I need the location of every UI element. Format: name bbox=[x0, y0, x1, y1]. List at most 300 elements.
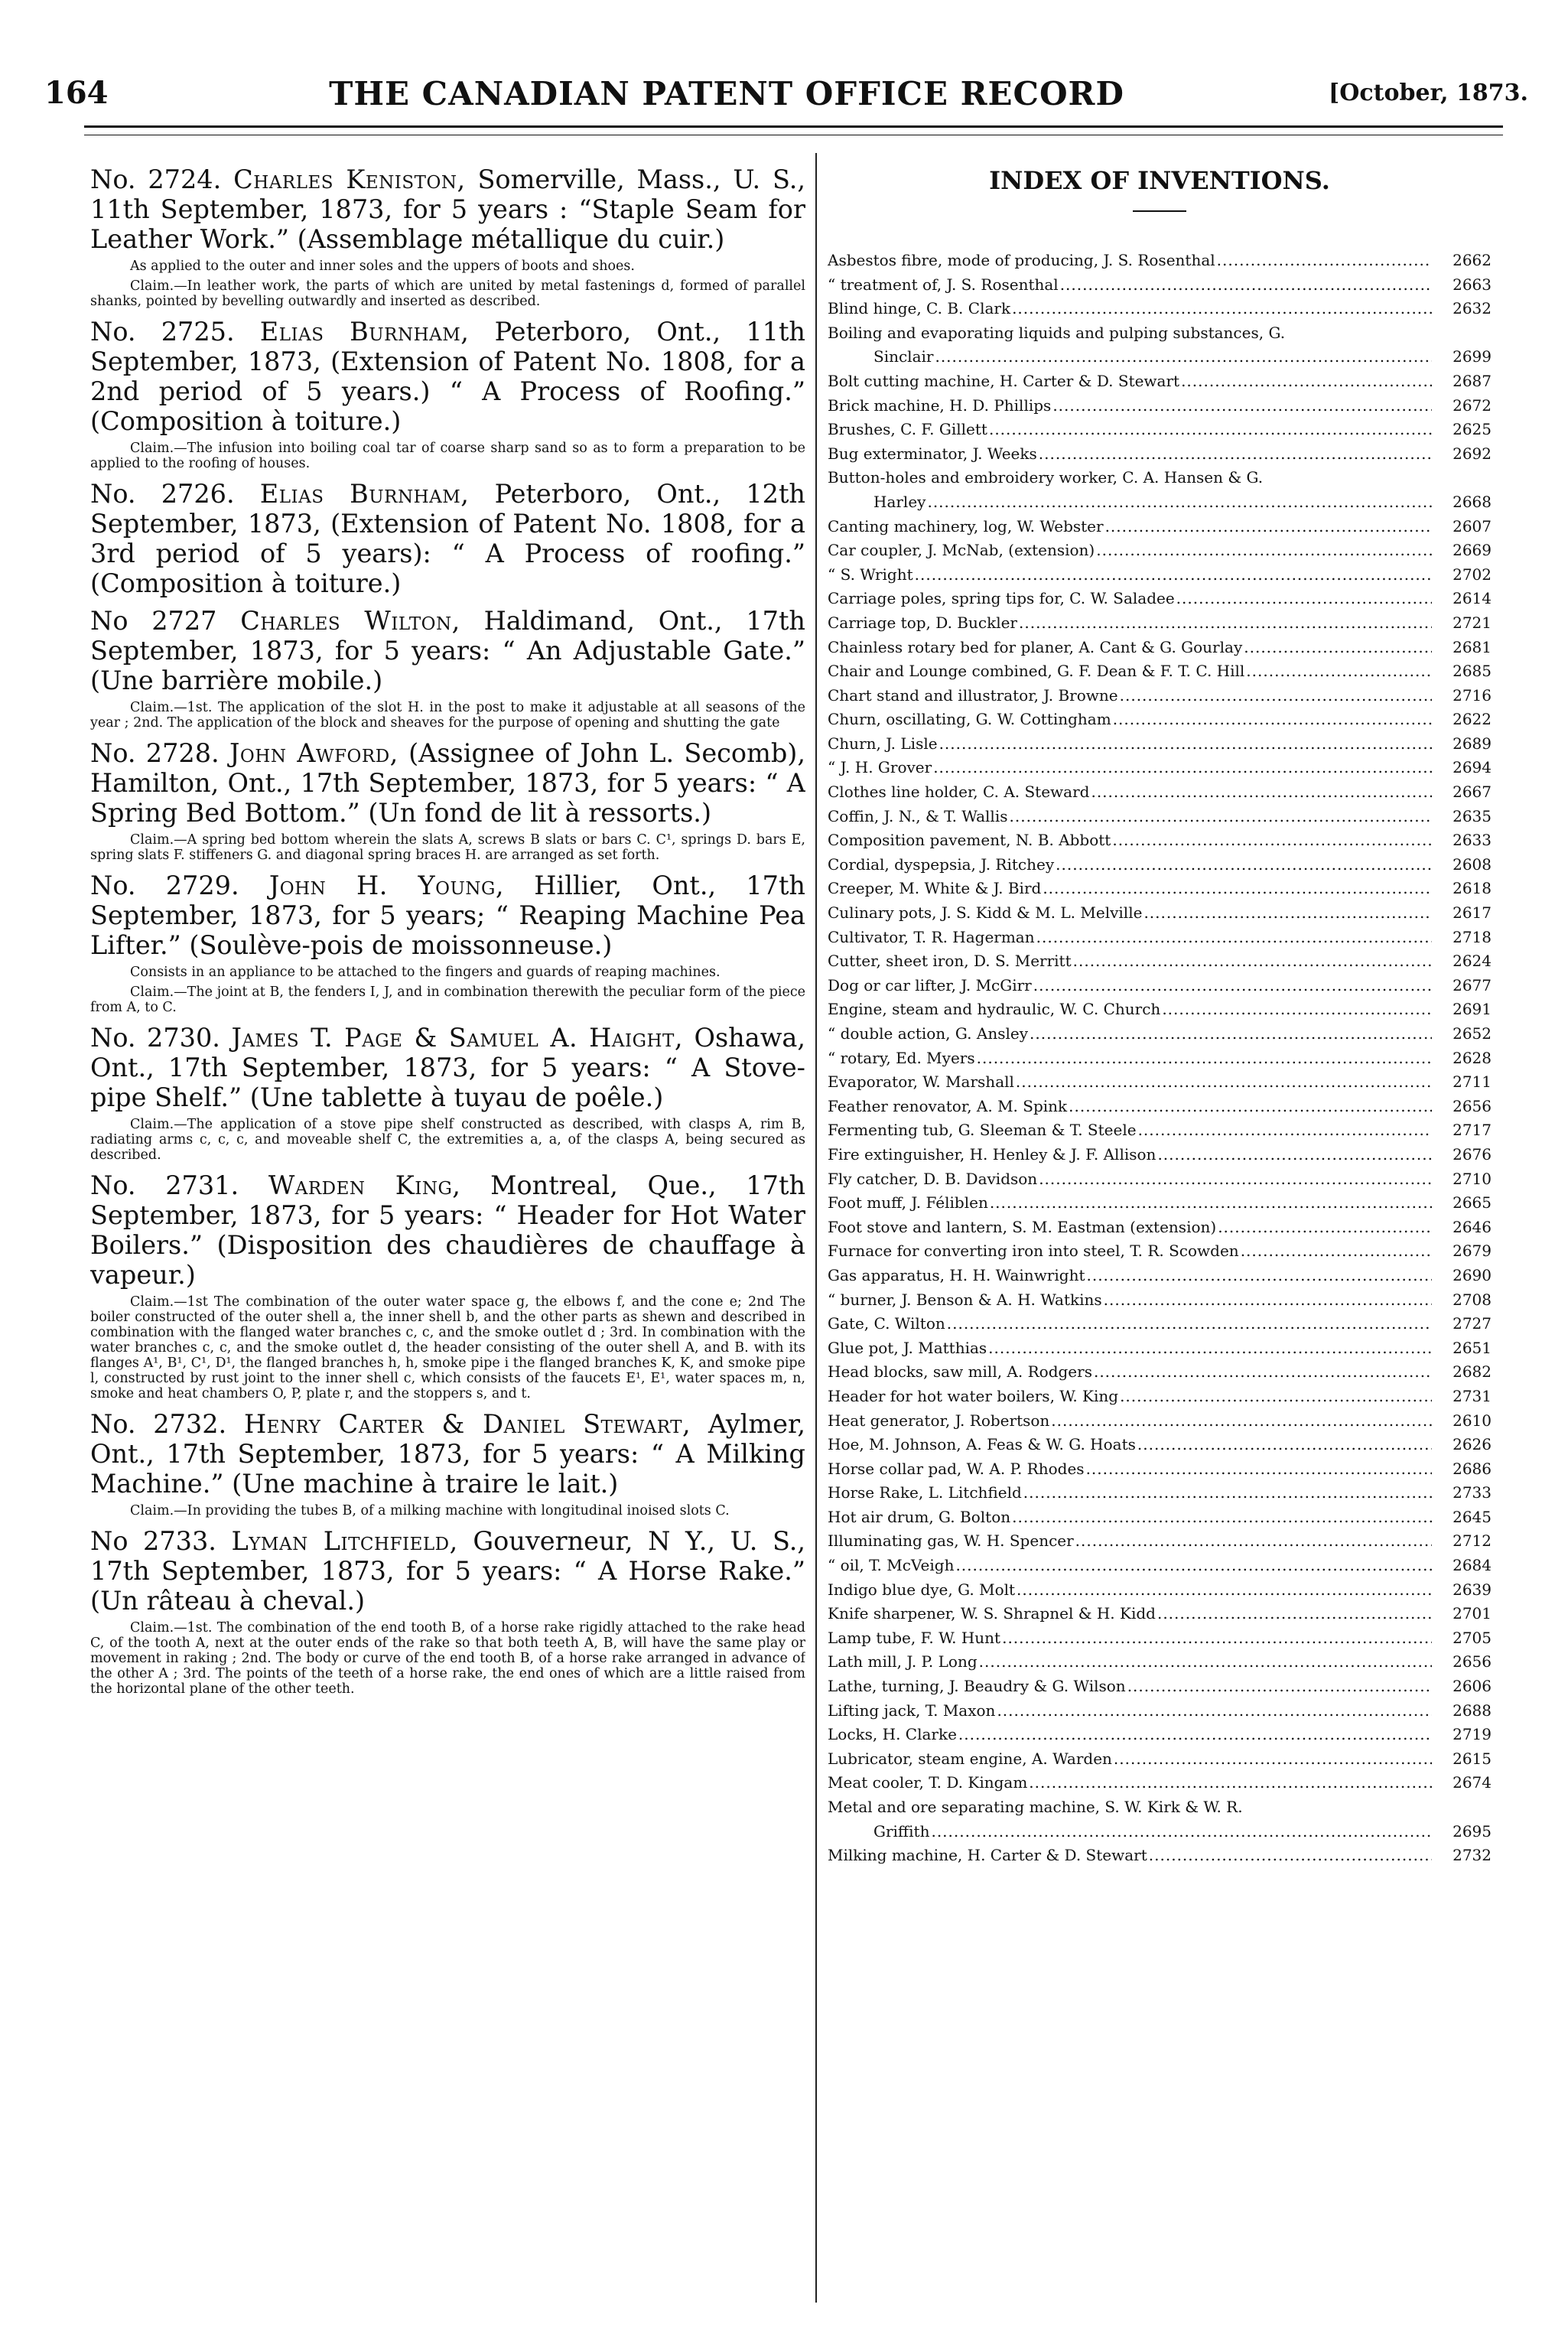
leader-dots bbox=[1019, 611, 1432, 636]
index-row bbox=[828, 515, 1492, 539]
index-label bbox=[828, 1481, 1432, 1505]
index-row bbox=[828, 1312, 1492, 1336]
index-label-text: Header for hot water boilers, W. King bbox=[828, 1386, 1119, 1405]
patent-number: No. 2726. bbox=[90, 479, 235, 509]
leader-dots bbox=[1029, 1771, 1432, 1795]
leader-dots bbox=[1241, 1239, 1432, 1264]
leader-dots bbox=[1091, 780, 1432, 805]
index-label bbox=[828, 926, 1432, 950]
index-label bbox=[828, 1095, 1432, 1119]
index-row bbox=[828, 1095, 1492, 1119]
leader-dots bbox=[1036, 926, 1432, 950]
index-row bbox=[828, 1409, 1492, 1434]
leader-dots bbox=[1138, 1118, 1432, 1143]
leader-dots bbox=[1060, 273, 1432, 298]
index-row-continuation bbox=[828, 1820, 1492, 1844]
index-patent-number: 2721 bbox=[1453, 613, 1492, 632]
patentee-name: John Awford, bbox=[229, 738, 399, 768]
index-row bbox=[828, 466, 1492, 514]
index-label bbox=[828, 1675, 1432, 1699]
index-label-text: Brick machine, H. D. Phillips bbox=[828, 395, 1052, 415]
leader-dots bbox=[939, 732, 1432, 757]
leader-dots bbox=[1012, 297, 1432, 321]
index-label-text: Milking machine, H. Carter & D. Stewart bbox=[828, 1846, 1147, 1865]
patent-number: No 2733. bbox=[90, 1526, 216, 1556]
leader-dots bbox=[1012, 1505, 1432, 1530]
index-label-text: Head blocks, saw mill, A. Rodgers bbox=[828, 1362, 1092, 1382]
patent-claim: Claim.—In providing the tubes B, of a milking machine with longitudinal inoised slots C. bbox=[130, 1503, 730, 1518]
index-patent-number: 2617 bbox=[1453, 903, 1492, 923]
index-row bbox=[828, 1118, 1492, 1143]
index-row bbox=[828, 1239, 1492, 1264]
index-label bbox=[828, 515, 1432, 539]
index-patent-number: 2651 bbox=[1453, 1338, 1492, 1357]
index-row bbox=[828, 297, 1492, 321]
index-patent-number: 2646 bbox=[1453, 1217, 1492, 1236]
index-label-text: Knife sharpener, W. S. Shrapnel & H. Kidd bbox=[828, 1604, 1156, 1623]
index-row bbox=[828, 732, 1492, 757]
index-patent-number: 2684 bbox=[1453, 1556, 1492, 1575]
index-label: Metal and ore separating machine, S. W. Kirk & W. R. bbox=[828, 1798, 1243, 1816]
index-label bbox=[828, 1699, 1432, 1723]
index-row bbox=[828, 1167, 1492, 1192]
header-rule bbox=[84, 125, 1503, 128]
index-label bbox=[828, 636, 1432, 660]
index-label-text: Hot air drum, G. Bolton bbox=[828, 1507, 1011, 1526]
index-patent-number: 2663 bbox=[1453, 275, 1492, 294]
index-patent-number: 2702 bbox=[1453, 565, 1492, 584]
patent-claim: Claim.—A spring bed bottom wherein the slats A, screws B slats or bars C. C¹, springs D. bars E, spring slats F. stiffeners G. and diagonal spring braces H. are arranged as set forth. bbox=[90, 832, 805, 863]
index-patent-number: 2633 bbox=[1453, 831, 1492, 850]
index-label-text: Asbestos fibre, mode of producing, J. S. Rosenthal bbox=[828, 251, 1215, 269]
index-patent-number: 2705 bbox=[1453, 1628, 1492, 1647]
patent-entry bbox=[90, 871, 805, 1015]
index-label bbox=[828, 1578, 1432, 1603]
index-label-text: Carriage poles, spring tips for, C. W. Saladee bbox=[828, 589, 1175, 608]
index-patent-number: 2699 bbox=[1453, 347, 1492, 366]
leader-dots bbox=[1218, 1216, 1432, 1240]
index-label-text: Bolt cutting machine, H. Carter & D. Stewart bbox=[828, 371, 1180, 390]
index-row bbox=[828, 1844, 1492, 1868]
patent-details: Somerville, Mass., U. S., 11th September, 1873, for 5 years : “Staple Seam for Leather Work.” (Assemblage métallique du cuir.) bbox=[90, 164, 805, 254]
leader-dots bbox=[997, 1699, 1432, 1723]
index-patent-number: 2628 bbox=[1453, 1048, 1492, 1067]
index-row bbox=[828, 756, 1492, 780]
index-label-text: Griffith bbox=[873, 1821, 930, 1841]
index-patent-number: 2695 bbox=[1453, 1821, 1492, 1841]
patent-number: No. 2725. bbox=[90, 317, 235, 347]
index-label-text: Chair and Lounge combined, G. F. Dean & F. T. C. Hill bbox=[828, 662, 1245, 681]
patent-heading bbox=[90, 606, 805, 695]
index-title: INDEX OF INVENTIONS. bbox=[989, 166, 1330, 195]
patentee-name: Charles Keniston, bbox=[233, 164, 466, 194]
leader-dots bbox=[1075, 1529, 1432, 1554]
index-label bbox=[828, 1844, 1432, 1868]
index-label-text: Glue pot, J. Matthias bbox=[828, 1338, 987, 1357]
index-row bbox=[828, 901, 1492, 926]
index-label-text: Locks, H. Clarke bbox=[828, 1725, 957, 1744]
leader-dots bbox=[1113, 708, 1432, 732]
index-label-text: Fly catcher, D. B. Davidson bbox=[828, 1169, 1038, 1188]
patent-entry bbox=[90, 1526, 805, 1697]
index-patent-number: 2632 bbox=[1453, 299, 1492, 318]
index-list bbox=[828, 249, 1492, 1868]
index-label bbox=[828, 708, 1432, 732]
index-label bbox=[828, 998, 1432, 1022]
leader-dots bbox=[1149, 1844, 1432, 1868]
index-label bbox=[828, 369, 1432, 394]
index-patent-number: 2727 bbox=[1453, 1314, 1492, 1333]
leader-dots bbox=[1086, 1457, 1432, 1482]
index-label-text: Carriage top, D. Buckler bbox=[828, 613, 1017, 632]
patent-claim: As applied to the outer and inner soles and the uppers of boots and shoes. bbox=[130, 259, 635, 274]
index-label-text: Lath mill, J. P. Long bbox=[828, 1652, 978, 1671]
index-row bbox=[828, 1264, 1492, 1288]
leader-dots bbox=[989, 418, 1432, 442]
patent-number: No. 2732. bbox=[90, 1409, 227, 1439]
leader-dots bbox=[1002, 1626, 1432, 1651]
index-row bbox=[828, 708, 1492, 732]
leader-dots bbox=[1016, 1070, 1432, 1095]
index-label bbox=[828, 853, 1432, 877]
index-label bbox=[828, 1433, 1432, 1457]
index-label bbox=[828, 1312, 1432, 1336]
index-label bbox=[828, 1167, 1432, 1192]
index-label bbox=[828, 1360, 1432, 1385]
patent-claim: Claim.—The application of a stove pipe shelf constructed as described, with clasps A, rim B, radiating arms c, c, c, and moveable shelf C, the extremities a, a, of the clasps A, being secured as described. bbox=[90, 1117, 805, 1163]
index-patent-number: 2690 bbox=[1453, 1265, 1492, 1284]
index-patent-number: 2625 bbox=[1453, 420, 1492, 439]
patent-entries-column bbox=[90, 164, 805, 2306]
patent-details: (Assignee of John L. Secomb), Hamilton, Ont., 17th September, 1873, for 5 years: “ A Spring Bed Bottom.” (Un fond de lit à ressorts.) bbox=[90, 738, 805, 828]
running-title: THE CANADIAN PATENT OFFICE RECORD bbox=[329, 75, 1124, 112]
index-label-text: Cultivator, T. R. Hagerman bbox=[828, 927, 1035, 946]
leader-dots bbox=[1105, 515, 1432, 539]
patent-heading bbox=[90, 1526, 805, 1616]
index-patent-number: 2719 bbox=[1453, 1725, 1492, 1744]
column-divider bbox=[815, 153, 817, 2303]
index-label bbox=[828, 1409, 1432, 1434]
index-patent-number: 2662 bbox=[1453, 251, 1492, 269]
patent-entry bbox=[90, 606, 805, 731]
index-row bbox=[828, 636, 1492, 660]
index-label-text: Meat cooler, T. D. Kingam bbox=[828, 1773, 1028, 1792]
index-patent-number: 2688 bbox=[1453, 1701, 1492, 1720]
index-patent-number: 2716 bbox=[1453, 685, 1492, 705]
index-label bbox=[828, 805, 1432, 829]
index-patent-number: 2618 bbox=[1453, 879, 1492, 898]
index-label bbox=[828, 563, 1432, 588]
index-label-text: Brushes, C. F. Gillett bbox=[828, 420, 987, 439]
patent-heading bbox=[90, 164, 805, 254]
patentee-name: Elias Burnham, bbox=[259, 317, 470, 347]
leader-dots bbox=[927, 490, 1432, 515]
index-row bbox=[828, 949, 1492, 974]
leader-dots bbox=[977, 1046, 1432, 1071]
index-label bbox=[828, 442, 1432, 467]
patent-details: Haldimand, Ont., 17th September, 1873, for 5 years: “ An Adjustable Gate.” (Une barrière mobile.) bbox=[90, 606, 805, 695]
patent-details: Aylmer, Ont., 17th September, 1873, for 5 years: “ A Milking Machine.” (Une machine à traire le lait.) bbox=[90, 1409, 805, 1499]
index-row bbox=[828, 539, 1492, 563]
index-row bbox=[828, 780, 1492, 805]
index-row bbox=[828, 1481, 1492, 1505]
index-label-text: Hoe, M. Johnson, A. Feas & W. G. Hoats bbox=[828, 1435, 1136, 1454]
index-patent-number: 2606 bbox=[1453, 1677, 1492, 1696]
patentee-name: Charles Wilton, bbox=[240, 606, 460, 636]
index-patent-number: 2718 bbox=[1453, 927, 1492, 946]
index-label bbox=[828, 1022, 1432, 1046]
patent-details: Peterboro, Ont., 11th September, 1873, (Extension of Patent No. 1808, for a 2nd period of 5 years.) “ A Process of Roofing.” (Composition à toiture.) bbox=[90, 317, 805, 436]
index-label bbox=[828, 1143, 1432, 1167]
index-patent-number: 2679 bbox=[1453, 1242, 1492, 1261]
index-label-text: “ S. Wright bbox=[828, 565, 913, 584]
leader-dots bbox=[1143, 901, 1432, 926]
leader-dots bbox=[1112, 828, 1432, 853]
leader-dots bbox=[1244, 636, 1432, 660]
leader-dots bbox=[1023, 1481, 1432, 1505]
index-patent-number: 2652 bbox=[1453, 1024, 1492, 1043]
index-label-text: Foot stove and lantern, S. M. Eastman (extension) bbox=[828, 1217, 1217, 1236]
patentee-name: Warden King, bbox=[268, 1170, 461, 1200]
index-patent-number: 2717 bbox=[1453, 1121, 1492, 1140]
index-row bbox=[828, 1143, 1492, 1167]
index-label bbox=[828, 1070, 1432, 1095]
index-label-text: Horse Rake, L. Litchfield bbox=[828, 1483, 1022, 1502]
index-label bbox=[828, 1723, 1432, 1747]
index-row bbox=[828, 1505, 1492, 1530]
leader-dots bbox=[933, 756, 1432, 780]
index-patent-number: 2686 bbox=[1453, 1459, 1492, 1478]
leader-dots bbox=[947, 1312, 1432, 1336]
index-label bbox=[828, 1554, 1432, 1578]
index-label-text: Churn, oscillating, G. W. Cottingham bbox=[828, 710, 1111, 729]
index-label bbox=[828, 611, 1432, 636]
patentee-name: James T. Page & Samuel A. Haight, bbox=[231, 1023, 683, 1053]
leader-dots bbox=[1127, 1675, 1432, 1699]
patent-heading bbox=[90, 871, 805, 960]
index-row bbox=[828, 1771, 1492, 1795]
leader-dots bbox=[1056, 853, 1432, 877]
index-patent-number: 2614 bbox=[1453, 589, 1492, 608]
index-row bbox=[828, 1529, 1492, 1554]
index-label bbox=[828, 1505, 1432, 1530]
patentee-name: Lyman Litchfield, bbox=[231, 1526, 458, 1556]
index-patent-number: 2667 bbox=[1453, 783, 1492, 802]
leader-dots bbox=[1096, 539, 1432, 563]
index-label bbox=[828, 1771, 1432, 1795]
index-label-text: Foot muff, J. Féliblen bbox=[828, 1193, 988, 1212]
index-label-text: Illuminating gas, W. H. Spencer bbox=[828, 1531, 1074, 1551]
index-label-text: Harley bbox=[873, 492, 926, 511]
index-label-text: Cutter, sheet iron, D. S. Merritt bbox=[828, 952, 1072, 971]
index-patent-number: 2733 bbox=[1453, 1483, 1492, 1502]
index-row bbox=[828, 1288, 1492, 1313]
patent-entry bbox=[90, 1170, 805, 1401]
index-row bbox=[828, 1216, 1492, 1240]
index-patent-number: 2712 bbox=[1453, 1531, 1492, 1551]
index-row bbox=[828, 659, 1492, 684]
index-row bbox=[828, 684, 1492, 708]
leader-dots bbox=[931, 1820, 1432, 1844]
index-label bbox=[828, 587, 1432, 611]
leader-dots bbox=[915, 563, 1432, 588]
leader-dots bbox=[1039, 442, 1432, 467]
patent-number: No. 2730. bbox=[90, 1023, 220, 1053]
index-label-text: Feather renovator, A. M. Spink bbox=[828, 1096, 1068, 1115]
index-label-text: Fire extinguisher, H. Henley & J. F. Allison bbox=[828, 1144, 1156, 1164]
index-patent-number: 2665 bbox=[1453, 1193, 1492, 1212]
patent-number: No. 2731. bbox=[90, 1170, 239, 1200]
index-patent-number: 2626 bbox=[1453, 1435, 1492, 1454]
patent-details: Gouverneur, N Y., U. S., 17th September, 1873, for 5 years: “ A Horse Rake.” (Un râteau à cheval.) bbox=[90, 1526, 805, 1616]
index-row bbox=[828, 998, 1492, 1022]
patent-number: No. 2729. bbox=[90, 871, 239, 900]
index-label bbox=[828, 1239, 1432, 1264]
index-label-text: Creeper, M. White & J. Bird bbox=[828, 879, 1042, 898]
index-patent-number: 2681 bbox=[1453, 637, 1492, 656]
index-label-text: Lubricator, steam engine, A. Warden bbox=[828, 1749, 1112, 1768]
index-label bbox=[828, 901, 1432, 926]
index-label bbox=[828, 828, 1432, 853]
index-label: Button-holes and embroidery worker, C. A. Hansen & G. bbox=[828, 468, 1264, 487]
leader-dots bbox=[1051, 1409, 1432, 1434]
index-patent-number: 2689 bbox=[1453, 734, 1492, 753]
index-patent-number: 2656 bbox=[1453, 1652, 1492, 1671]
index-row bbox=[828, 1022, 1492, 1046]
patentee-name: John H. Young, bbox=[268, 871, 505, 900]
index-patent-number: 2682 bbox=[1453, 1362, 1492, 1382]
leader-dots bbox=[1114, 1747, 1432, 1772]
patent-details: Oshawa, Ont., 17th September, 1873, for 5 years: “ A Stove-pipe Shelf.” (Une tablette à tuyau de poêle.) bbox=[90, 1023, 805, 1112]
index-label bbox=[828, 1626, 1432, 1651]
index-patent-number: 2668 bbox=[1453, 492, 1492, 511]
index-label bbox=[828, 1264, 1432, 1288]
leader-dots bbox=[958, 1723, 1432, 1747]
index-row-continuation bbox=[828, 345, 1492, 369]
index-label-text: “ J. H. Grover bbox=[828, 758, 932, 777]
index-row bbox=[828, 1675, 1492, 1699]
index-patent-number: 2656 bbox=[1453, 1096, 1492, 1115]
index-patent-number: 2701 bbox=[1453, 1604, 1492, 1623]
leader-dots bbox=[1120, 1385, 1432, 1409]
index-label-text: Blind hinge, C. B. Clark bbox=[828, 299, 1011, 318]
index-patent-number: 2711 bbox=[1453, 1072, 1492, 1092]
leader-dots bbox=[1039, 1167, 1432, 1192]
leader-dots bbox=[1137, 1433, 1432, 1457]
index-label-text: Coffin, J. N., & T. Wallis bbox=[828, 806, 1008, 825]
index-patent-number: 2731 bbox=[1453, 1386, 1492, 1405]
leader-dots bbox=[935, 345, 1432, 369]
patent-claim: Claim.—In leather work, the parts of which are united by metal fastenings d, formed of parallel shanks, pointed by bevelling outwardly and inserted as described. bbox=[90, 278, 805, 309]
index-label bbox=[828, 684, 1432, 708]
index-patent-number: 2732 bbox=[1453, 1846, 1492, 1865]
index-label-text: “ burner, J. Benson & A. H. Watkins bbox=[828, 1290, 1102, 1309]
index-label: Boiling and evaporating liquids and pulping substances, G. bbox=[828, 323, 1286, 342]
index-row bbox=[828, 1046, 1492, 1071]
index-row bbox=[828, 877, 1492, 901]
index-row bbox=[828, 828, 1492, 853]
index-label bbox=[828, 297, 1432, 321]
page-number: 164 bbox=[44, 75, 109, 111]
index-label bbox=[828, 974, 1432, 998]
leader-dots bbox=[1017, 1578, 1432, 1603]
index-label bbox=[828, 1602, 1432, 1626]
index-patent-number: 2694 bbox=[1453, 758, 1492, 777]
index-label-text: Gate, C. Wilton bbox=[828, 1314, 945, 1333]
index-label-text: Lathe, turning, J. Beaudry & G. Wilson bbox=[828, 1677, 1126, 1696]
index-patent-number: 2645 bbox=[1453, 1507, 1492, 1526]
index-row bbox=[828, 442, 1492, 467]
index-patent-number: 2607 bbox=[1453, 516, 1492, 535]
index-row bbox=[828, 369, 1492, 394]
patent-entry bbox=[90, 317, 805, 471]
index-label-text: Lifting jack, T. Maxon bbox=[828, 1701, 996, 1720]
index-label-text: Fermenting tub, G. Sleeman & T. Steele bbox=[828, 1121, 1137, 1140]
patent-entry bbox=[90, 479, 805, 598]
patent-details: Montreal, Que., 17th September, 1873, for 5 years: “ Header for Hot Water Boilers.” (Disposition des chaudières de chauffage à vapeur.) bbox=[90, 1170, 805, 1290]
patent-claim: Consists in an appliance to be attached to the fingers and guards of reaping machines. bbox=[130, 965, 721, 980]
index-row bbox=[828, 1602, 1492, 1626]
index-patent-number: 2608 bbox=[1453, 854, 1492, 874]
leader-dots bbox=[1157, 1143, 1432, 1167]
index-patent-number: 2622 bbox=[1453, 710, 1492, 729]
leader-dots bbox=[1157, 1602, 1432, 1626]
index-patent-number: 2691 bbox=[1453, 1000, 1492, 1019]
index-row bbox=[828, 1554, 1492, 1578]
index-row bbox=[828, 1360, 1492, 1385]
index-row bbox=[828, 1723, 1492, 1747]
index-label-text: Lamp tube, F. W. Hunt bbox=[828, 1628, 1001, 1647]
index-label-text: Culinary pots, J. S. Kidd & M. L. Melville bbox=[828, 903, 1143, 923]
leader-dots bbox=[1069, 1095, 1432, 1119]
leader-dots bbox=[1104, 1288, 1432, 1313]
index-label-text: Heat generator, J. Robertson bbox=[828, 1411, 1050, 1430]
index-label-text: “ double action, G. Ansley bbox=[828, 1024, 1028, 1043]
index-label-text: “ treatment of, J. S. Rosenthal bbox=[828, 275, 1059, 294]
index-row bbox=[828, 394, 1492, 418]
leader-dots bbox=[1052, 394, 1432, 418]
index-label-text: Evaporator, W. Marshall bbox=[828, 1072, 1014, 1092]
index-patent-number: 2676 bbox=[1453, 1144, 1492, 1164]
leader-dots bbox=[988, 1336, 1432, 1361]
index-label-text: Clothes line holder, C. A. Steward bbox=[828, 783, 1090, 802]
patent-heading bbox=[90, 1409, 805, 1499]
leader-dots bbox=[1033, 974, 1432, 998]
index-row bbox=[828, 611, 1492, 636]
index-title-dash bbox=[1133, 210, 1186, 212]
index-column bbox=[828, 164, 1492, 2306]
leader-dots bbox=[1010, 805, 1433, 829]
index-patent-number: 2635 bbox=[1453, 806, 1492, 825]
index-label bbox=[828, 249, 1432, 273]
leader-dots bbox=[1030, 1022, 1432, 1046]
index-row bbox=[828, 974, 1492, 998]
leader-dots bbox=[1246, 659, 1432, 684]
index-label bbox=[828, 877, 1432, 901]
patent-heading bbox=[90, 317, 805, 436]
index-row bbox=[828, 1578, 1492, 1603]
index-label bbox=[828, 394, 1432, 418]
index-label bbox=[828, 1118, 1432, 1143]
index-row bbox=[828, 273, 1492, 298]
index-label-text: Churn, J. Lisle bbox=[828, 734, 938, 753]
index-label-text: Car coupler, J. McNab, (extension) bbox=[828, 541, 1095, 560]
index-label-text: Composition pavement, N. B. Abbott bbox=[828, 831, 1111, 850]
index-label bbox=[828, 1650, 1432, 1675]
leader-dots bbox=[1162, 998, 1432, 1022]
index-patent-number: 2610 bbox=[1453, 1411, 1492, 1430]
index-patent-number: 2674 bbox=[1453, 1773, 1492, 1792]
